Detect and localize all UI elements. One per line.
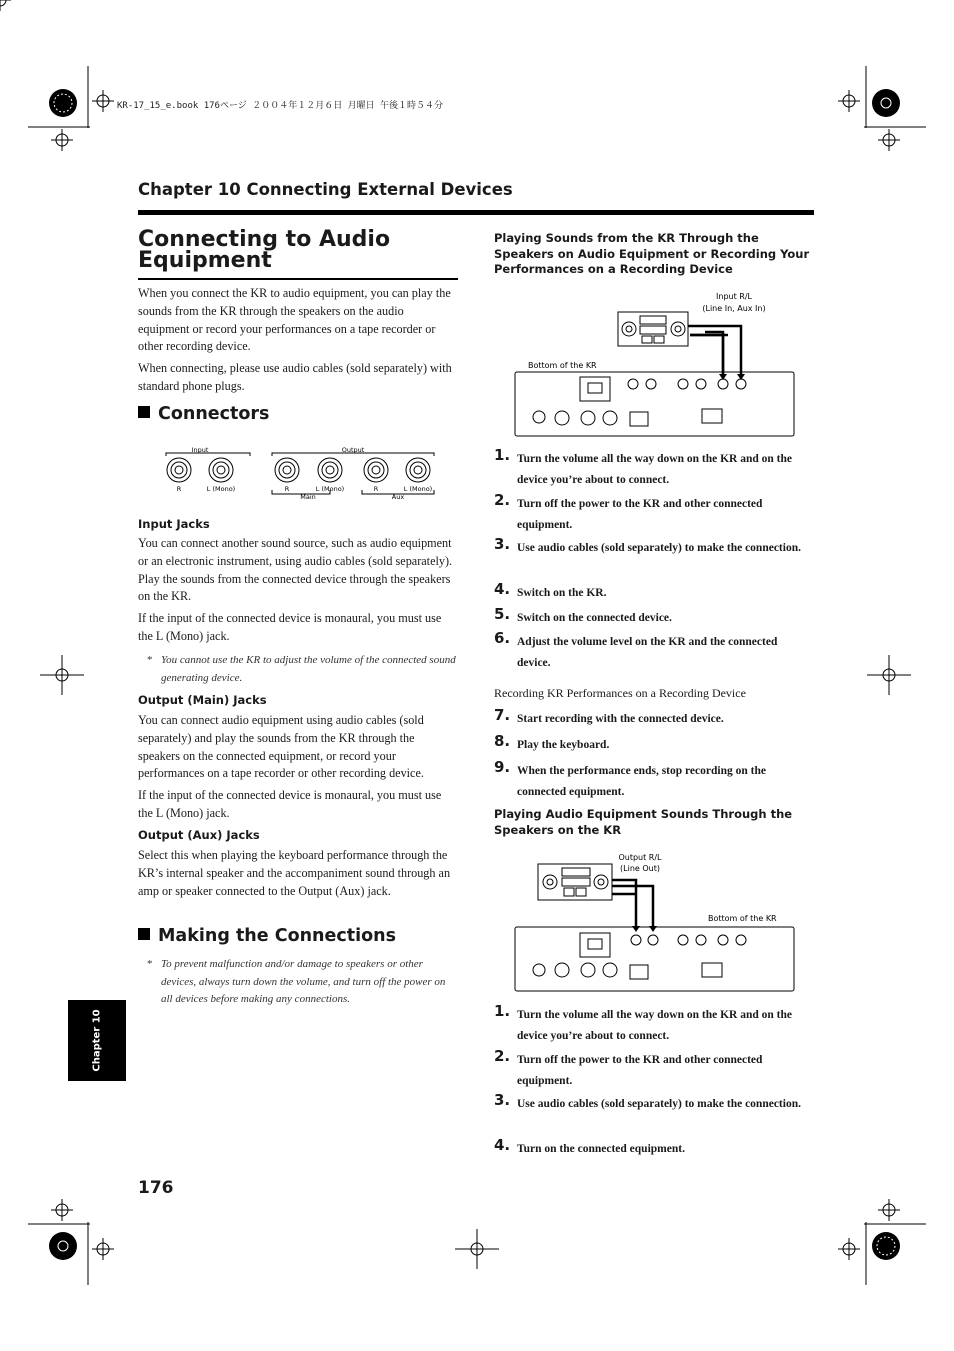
input-rl-label: Input R/L — [716, 292, 752, 301]
output-main-heading: Output (Main) Jacks — [138, 693, 267, 707]
output-main-paragraph-2: If the input of the connected device is monaural, you must use the L (Mono) jack. — [138, 788, 442, 820]
connectors-diagram — [158, 444, 448, 500]
main-r-label: R — [284, 485, 290, 493]
section2-heading: Playing Audio Equipment Sounds Through the Speakers on the KR — [494, 807, 793, 837]
intro-paragraph-2: When connecting, please use audio cables (sold separately) with standard phone plugs. — [138, 361, 452, 393]
bottom-of-kr-label: Bottom of the KR — [528, 361, 597, 370]
aux-r-label: R — [373, 485, 379, 493]
print-header: KR-17_15_e.book 176ページ ２００４年１２月６日 月曜日 午後１時５４分 — [117, 101, 444, 111]
connection-diagram-2 — [512, 850, 796, 994]
input-jacks-heading: Input Jacks — [138, 517, 210, 531]
chapter-rule — [138, 210, 814, 215]
input-jacks-note: * You cannot use the KR to adjust the volume of the connected sound generating device. — [147, 654, 456, 684]
input-jacks-paragraph-1: You can connect another sound source, such as audio equipment or an electronic instrument, using audio cables (sold separately). Play the sounds from the connected device through the speakers on the KR. — [138, 536, 453, 604]
bottom-of-kr-label: Bottom of the KR — [708, 914, 777, 923]
input-r-label: R — [176, 485, 182, 493]
section1-heading: Playing Sounds from the KR Through the Speakers on Audio Equipment or Recording Your Performances on a Recording Device — [494, 231, 810, 276]
output-aux-paragraph: Select this when playing the keyboard performance through the KR’s internal speaker and the accompaniment sound through an amp or speaker connected to the Output (Aux) jack. — [138, 848, 451, 898]
connectors-heading: Connectors — [138, 404, 269, 424]
square-bullet-icon — [138, 406, 150, 418]
output-group-label: Output — [341, 446, 365, 454]
connection-diagram-1 — [512, 288, 796, 438]
making-connections-note: * To prevent malfunction and/or damage to speakers or other devices, always turn down the volume, and turn off the power on all devices before making any connections. — [147, 958, 446, 1005]
aux-l-label: L (Mono) — [403, 485, 433, 493]
main-l-label: L (Mono) — [315, 485, 345, 493]
intro-paragraph-1: When you connect the KR to audio equipment, you can play the sounds from the KR through the speakers on the audio equipment or record your performances on a tape recorder or other recording device. — [138, 286, 451, 354]
output-aux-heading: Output (Aux) Jacks — [138, 828, 260, 842]
aux-group-label: Aux — [391, 493, 405, 500]
input-group-label: Input — [191, 446, 209, 454]
input-rl-sublabel: (Line In, Aux In) — [702, 304, 766, 313]
square-bullet-icon — [138, 928, 150, 940]
output-rl-sublabel: (Line Out) — [620, 864, 660, 873]
page-number: 176 — [138, 1178, 174, 1198]
chapter-heading: Chapter 10 Connecting External Devices — [138, 180, 513, 199]
output-rl-label: Output R/L — [618, 853, 662, 862]
input-jacks-paragraph-2: If the input of the connected device is monaural, you must use the L (Mono) jack. — [138, 611, 442, 643]
output-main-paragraph-1: You can connect audio equipment using audio cables (sold separately) and play the sounds from the KR through the speakers on the connected equipment, or record your performances on a tape recorder or other recording device. — [138, 713, 424, 781]
title-rule — [138, 278, 458, 280]
input-l-label: L (Mono) — [206, 485, 236, 493]
recording-label: Recording KR Performances on a Recording Device — [494, 686, 746, 700]
page-title: Connecting to Audio Equipment — [138, 227, 391, 273]
making-connections-heading: Making the Connections — [138, 926, 396, 946]
main-group-label: Main — [300, 493, 316, 500]
chapter-side-tab-label: Chapter 10 — [91, 1009, 103, 1072]
